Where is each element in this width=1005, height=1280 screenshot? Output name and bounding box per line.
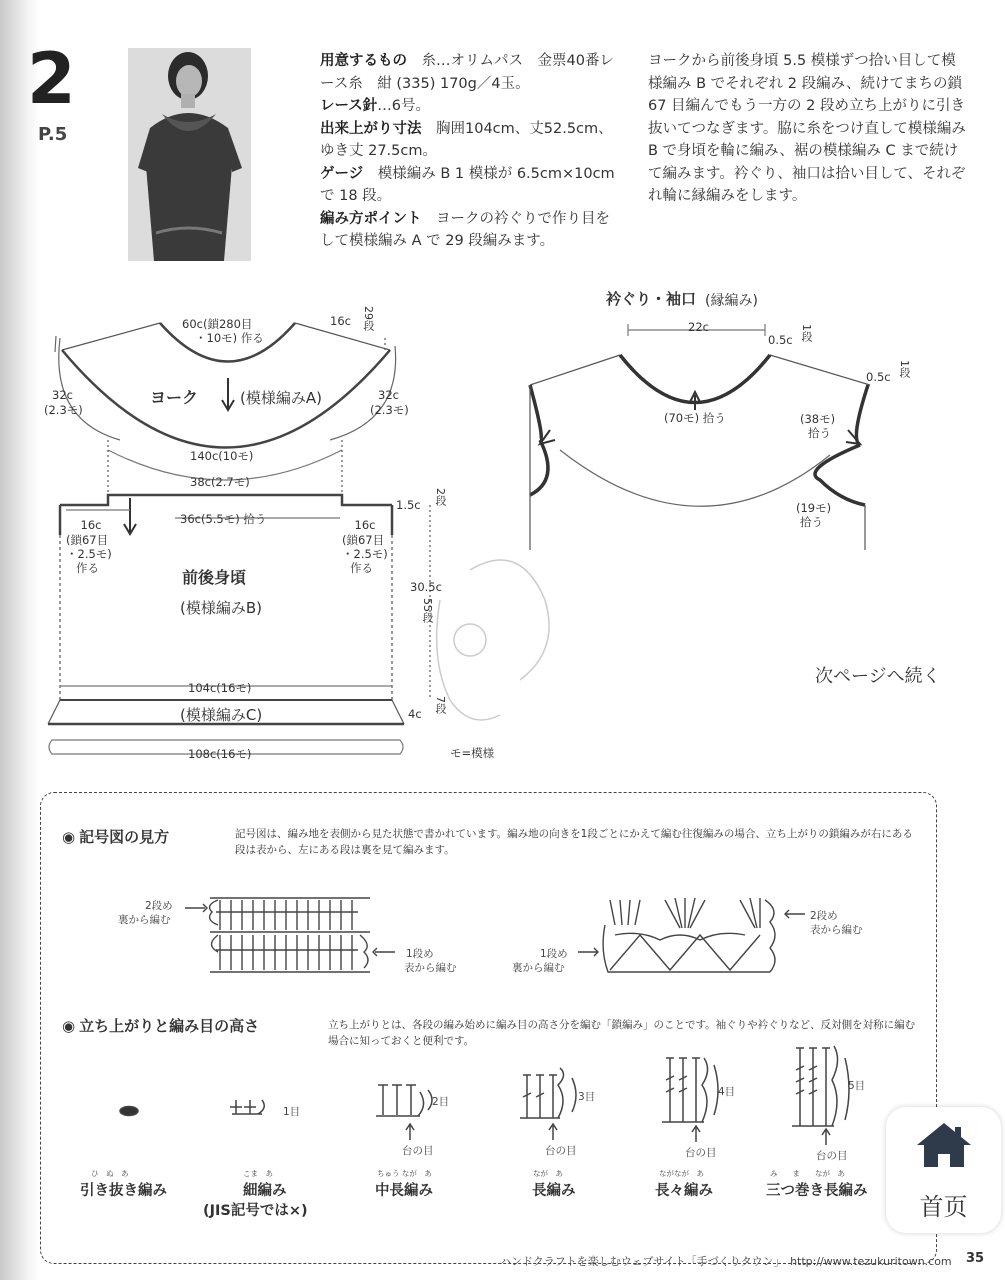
sc-name: 細編み <box>243 1183 287 1199</box>
yoke-rows-label: 29段 <box>362 306 375 331</box>
gusset-left-3: ・2.5モ) <box>66 547 112 561</box>
body-title: 前後身頃 <box>182 568 247 587</box>
rows-1: 2段 <box>434 488 447 506</box>
needle-info: …6号。 <box>377 98 431 114</box>
rows-3: 7段 <box>434 696 447 714</box>
row2-left-label-1: 2段め <box>145 900 173 912</box>
home-icon <box>915 1121 973 1169</box>
edging-arm-rows: 1段 <box>898 360 911 378</box>
body-pattern: (模様編みB) <box>180 599 262 617</box>
sc-count: 1目 <box>283 1106 301 1118</box>
continued-note: 次ページへ続く <box>815 666 941 687</box>
dtr-ruby: み ま なが あ <box>770 1169 845 1178</box>
yoke-left-side-label: 32c <box>52 388 73 402</box>
row2-right-label-2: 表から編む <box>810 924 863 936</box>
half-double-symbol <box>376 1085 432 1140</box>
height-3: 4c <box>408 707 422 721</box>
row1-right-label-1: 1段め <box>540 948 568 960</box>
gusset-right-1: 16c <box>354 518 376 532</box>
height-2: 30.5c <box>410 580 442 594</box>
edging-title: 衿ぐり・袖口 <box>606 290 697 308</box>
hem-pattern: (模様編みC) <box>180 706 263 724</box>
double-crochet-symbol <box>520 1068 576 1140</box>
arm-pickup-1: (38モ) <box>800 412 836 426</box>
sc-ruby: こま あ <box>243 1169 273 1178</box>
edging-neck-depth: 0.5c <box>768 333 793 347</box>
yoke-left-side-motif: (2.3モ) <box>44 403 83 417</box>
yarn-info: 糸…オリムパス 金票40番レース糸 紺 (335) 170g／4玉。 <box>320 53 614 92</box>
yoke-title: ヨーク <box>150 388 199 407</box>
row2-left-label-2: 裏から編む <box>118 914 171 926</box>
edging-arm-depth: 0.5c <box>866 370 891 384</box>
gauge-label: ゲージ <box>320 165 364 182</box>
point-info: ヨークの衿ぐりで作り目をして模様編み A で 29 段編みます。 <box>320 210 610 249</box>
home-button[interactable] <box>886 1107 1001 1233</box>
arm-pickup-2: 拾う <box>808 426 831 440</box>
row2-right-label-1: 2段め <box>810 910 838 922</box>
triple-treble-symbol <box>792 1046 849 1145</box>
turning-text: 立ち上がりとは、各段の編み始めに編み目の高さ分を編む「鎖編み」のことです。袖ぐりや衿ぐりなど、反対側を対称に編む場合に知っておくと便利です。 <box>328 1019 916 1047</box>
dc-count: 3目 <box>578 1091 596 1103</box>
page-reference: P.5 <box>38 124 68 145</box>
hdc-count: 2目 <box>432 1096 450 1108</box>
edging-pattern: (縁編み) <box>705 293 758 309</box>
rows-2: 55段 <box>421 598 434 623</box>
motif-legend: モ=模様 <box>450 746 495 760</box>
sc-jis-note: (JIS記号では×) <box>203 1203 308 1219</box>
yoke-pickup-label: 38c(2.7モ) <box>190 475 250 489</box>
gusset-right-3: ・2.5モ) <box>342 547 388 561</box>
dc-base-label: 台の目 <box>545 1145 577 1157</box>
tr-base-label: 台の目 <box>685 1147 717 1159</box>
turning-title-text: 立ち上がりと編み目の高さ <box>79 1017 260 1035</box>
tr-ruby: ながなが あ <box>659 1169 704 1178</box>
gusset-right-4: 作る <box>350 561 373 575</box>
slip-stitch-name: 引き抜き編み <box>80 1183 167 1199</box>
gusset-left-1: 16c <box>80 518 102 532</box>
edging-neck-rows: 1段 <box>800 324 813 342</box>
gauge-info: 模様編み B 1 模様が 6.5cm×10cm で 18 段。 <box>320 165 615 204</box>
hdc-name: 中長編み <box>375 1183 433 1199</box>
slip-stitch-symbol <box>120 1107 138 1116</box>
single-crochet-symbol <box>230 1100 264 1114</box>
size-label: 出来上がり寸法 <box>320 120 422 137</box>
tr-count: 4目 <box>718 1086 736 1098</box>
dc-ruby: なが あ <box>533 1169 563 1178</box>
yoke-right-side-motif: (2.3モ) <box>370 403 409 417</box>
yoke-right-side-label: 32c <box>378 388 399 402</box>
home-label: 首页 <box>919 1193 968 1221</box>
arm-pickup-4: 拾う <box>800 515 823 529</box>
yoke-depth-label: 16c <box>330 314 351 328</box>
chart-guide-title-text: 記号図の見方 <box>79 828 170 846</box>
footer-site: ハンドクラフトを楽しむウェブサイト「手づくりタウン」 http://www.tezukuritown.com <box>500 1255 952 1268</box>
pattern-number: 2 <box>27 38 74 120</box>
tr-name: 長々編み <box>655 1183 713 1199</box>
instructions-text: ヨークから前後身頃 5.5 模様ずつ拾い目して模様編み B でそれぞれ 2 段編み、続けてまちの鎖 67 目編んでもう一方の 2 段め立ち上がりに引き抜いてつなぎます。脇に糸をつけ直して模様編み B で身頃を輪に編み、裾の模様編み C まで続けて編みます。衿ぐり、袖口は拾い目して、それぞれ輪に縁編みをします。 <box>648 53 966 204</box>
hem-bottom-label: 108c(16モ) <box>188 747 252 761</box>
gusset-left-4: 作る <box>76 561 99 575</box>
row1-left-label-1: 1段め <box>406 948 434 960</box>
dtr-count: 5目 <box>848 1080 866 1092</box>
yoke-pattern: (模様編みA) <box>240 389 322 407</box>
arm-pickup-3: (19モ) <box>796 501 832 515</box>
dtr-name: 三つ巻き長編み <box>766 1183 868 1199</box>
yoke-neck-label-1: 60c(鎖280目 <box>182 317 253 331</box>
neck-pickup-label: (70モ) 拾う <box>664 411 726 425</box>
row1-left-label-2: 表から編む <box>404 962 457 974</box>
dc-name: 長編み <box>532 1183 576 1199</box>
height-1: 1.5c <box>396 498 421 512</box>
dtr-base-label: 台の目 <box>816 1150 848 1162</box>
hem-top-label: 104c(16モ) <box>188 681 252 695</box>
size-info: 胸囲104cm、丈52.5cm、ゆき丈 27.5cm。 <box>320 120 613 159</box>
hdc-ruby: ちゅう なが あ <box>377 1169 432 1178</box>
yoke-neck-label-2: ・10モ) 作る <box>195 331 264 345</box>
gusset-right-2: (鎖67目 <box>342 533 385 547</box>
yoke-outer-label: 140c(10モ) <box>190 449 254 463</box>
slip-ruby: ひ ぬ あ <box>91 1169 129 1178</box>
chart-guide-title: ◉ 記号図の見方 <box>62 828 170 846</box>
gusset-left-2: (鎖67目 <box>66 533 109 547</box>
turning-title: ◉ 立ち上がりと編み目の高さ <box>62 1017 260 1035</box>
chart-guide-text: 記号図は、編み地を表側から見た状態で書かれています。編み地の向きを1段ごとにかえて編む往復編みの場合、立ち上がりの鎖編みが右にある段は表から、左にある段は裏を見て編みます。 <box>235 828 913 856</box>
edging-width: 22c <box>688 320 709 334</box>
body-pickup-label: 36c(5.5モ) 拾う <box>180 512 267 526</box>
needle-label: レース針 <box>320 98 378 114</box>
hdc-base-label: 台の目 <box>402 1145 434 1157</box>
row1-right-label-2: 裏から編む <box>512 962 565 974</box>
treble-crochet-symbol <box>662 1058 718 1142</box>
materials-label: 用意するもの <box>320 53 407 69</box>
point-label: 編み方ポイント <box>320 210 422 227</box>
page-number: 35 <box>966 1251 985 1266</box>
